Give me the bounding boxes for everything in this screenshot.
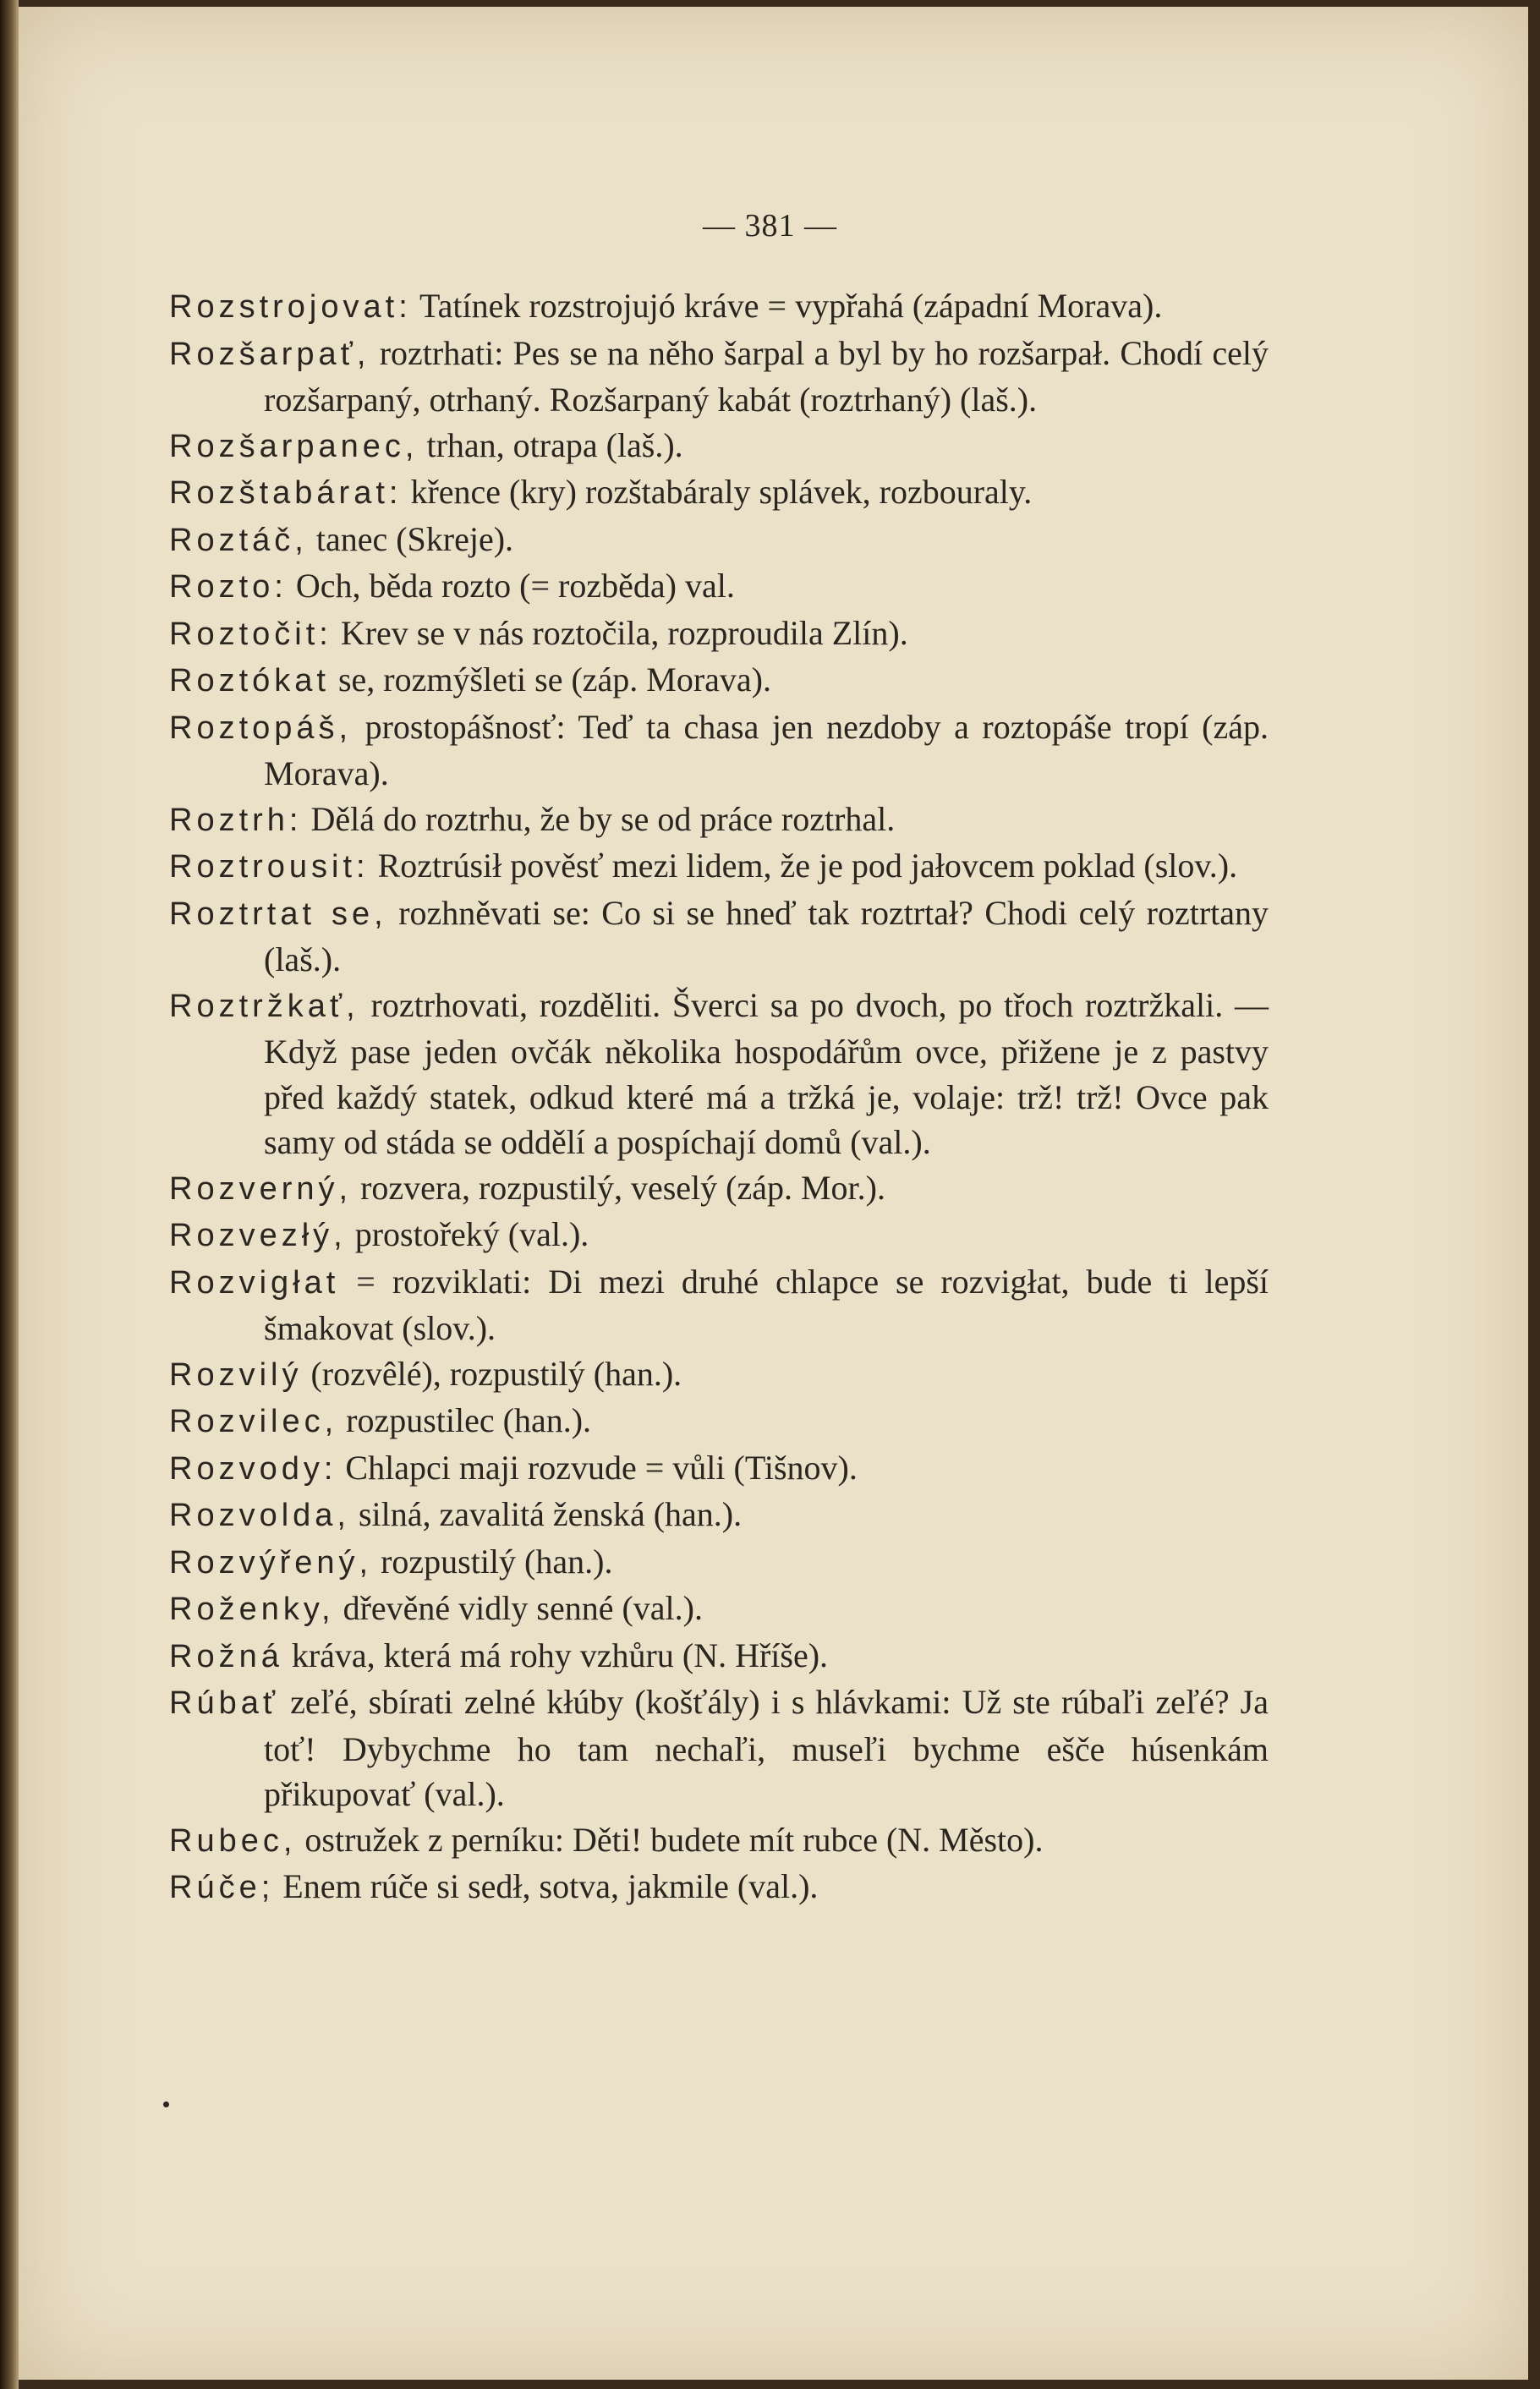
- entry-text: silná, zavalitá ženská (han.).: [358, 1495, 743, 1533]
- dictionary-entry: [169, 331, 1269, 423]
- entry-headword: Rozvýřený,: [169, 1544, 373, 1581]
- entry-headword: Rozvezłý,: [169, 1218, 347, 1253]
- entry-headword: Rozvilec,: [169, 1404, 338, 1439]
- dictionary-entry: [169, 283, 1269, 331]
- entry-headword: Rozštabárat:: [169, 475, 403, 511]
- dictionary-entry: [169, 1679, 1269, 1817]
- entry-headword: Rožná: [169, 1638, 283, 1674]
- dictionary-entry: [169, 1259, 1269, 1351]
- entry-text: prostořeký (val.).: [354, 1215, 589, 1253]
- entry-text: trhan, otrapa (laš.).: [426, 425, 683, 464]
- entry-headword: Rozto:: [169, 569, 288, 605]
- entry-headword: Rúbať: [169, 1685, 280, 1721]
- entry-text: rozpustilý (han.).: [381, 1542, 613, 1581]
- dictionary-entry: [169, 1445, 1269, 1493]
- dictionary-entry: [169, 1817, 1269, 1865]
- entry-headword: Roztočit:: [169, 616, 332, 652]
- entry-text: prostopášnosť: Teď ta chasa jen nezdoby a roztopáše tropí (záp. Morava).: [264, 707, 1269, 792]
- dictionary-entry: [169, 1539, 1269, 1586]
- book-spine: [0, 0, 19, 2389]
- dictionary-entry: [169, 843, 1269, 890]
- entry-text: Tatínek rozstrojujó kráve = vypřahá (západní Morava).: [419, 287, 1163, 325]
- entry-headword: Roženky,: [169, 1592, 335, 1627]
- entry-headword: Roztrh:: [169, 802, 303, 838]
- entry-headword: Roztrtat se,: [169, 896, 387, 932]
- entry-text: Dělá do roztrhu, že by se od práce roztrhal.: [310, 799, 896, 838]
- entry-text: Enem rúče si sedł, sotva, jakmile (val.).: [282, 1867, 819, 1905]
- dictionary-entry: [169, 1398, 1269, 1445]
- entry-text: tanec (Skreje).: [315, 519, 514, 558]
- entry-headword: Rozstrojovat:: [169, 289, 412, 325]
- entry-headword: Roztrousit:: [169, 849, 370, 885]
- entry-text: ostružek z perníku: Děti! budete mít rubce (N. Město).: [304, 1820, 1044, 1859]
- entry-headword: Rozšarpanec,: [169, 428, 419, 464]
- dictionary-entry: [169, 797, 1269, 844]
- dictionary-entry: [169, 1351, 1269, 1399]
- entry-headword: Rozvigłat: [169, 1264, 340, 1301]
- entry-headword: Rozvody:: [169, 1450, 337, 1487]
- entry-text: se, rozmýšleti se (záp. Morava).: [337, 660, 771, 699]
- dictionary-entry: [169, 423, 1269, 470]
- entry-headword: Roztopáš,: [169, 710, 353, 746]
- entry-headword: Rozverný,: [169, 1170, 353, 1207]
- entry-headword: Rozšarpať,: [169, 336, 370, 372]
- entry-text: roztrhati: Pes se na něho šarpal a byl by ho rozšarpał. Chodí celý rozšarpaný, otrhaný. Rozšarpaný kabát (roztrhaný) (laš.).: [264, 333, 1269, 419]
- dictionary-entry: [169, 1633, 1269, 1680]
- dictionary-entry: [169, 563, 1269, 611]
- page-number: — 381 —: [703, 208, 837, 244]
- dictionary-entry: [169, 704, 1269, 797]
- dictionary-entries: [169, 283, 1269, 1911]
- entry-headword: Rozvilý: [169, 1356, 303, 1393]
- dictionary-entry: [169, 890, 1269, 983]
- dictionary-entry: [169, 469, 1269, 517]
- entry-text: dřevěné vidly senné (val.).: [343, 1589, 703, 1627]
- entry-text: křence (kry) rozštabáraly splávek, rozbouraly.: [410, 473, 1033, 511]
- dictionary-entry: [169, 657, 1269, 704]
- entry-text: = rozviklati: Di mezi druhé chlapce se rozvigłat, bude ti lepší šmakovat (slov.).: [264, 1262, 1269, 1347]
- entry-text: roztrhovati, rozděliti. Šverci sa po dvoch, po třoch roztržkali. — Když pase jeden ovčák několika hospodářům ovce, přižene je z pastvy před každý statek, odkud které má a tržká je, volaje: trž! trž! Ovce pak samy od stáda se oddělí a pospíchají domů (val.).: [264, 985, 1269, 1161]
- entry-text: Och, běda rozto (= rozběda) val.: [295, 567, 735, 605]
- entry-headword: Roztáč,: [169, 522, 308, 558]
- dictionary-entry: [169, 1864, 1269, 1911]
- dictionary-entry: [169, 1212, 1269, 1259]
- stray-mark: [163, 2101, 169, 2107]
- entry-text: rozpustilec (han.).: [346, 1401, 592, 1439]
- dictionary-entry: [169, 1586, 1269, 1633]
- dictionary-entry: [169, 983, 1269, 1165]
- entry-headword: Roztržkať,: [169, 988, 359, 1024]
- entry-headword: Roztókat: [169, 663, 330, 699]
- entry-text: kráva, která má rohy vzhůru (N. Hříše).: [291, 1636, 829, 1674]
- dictionary-entry: [169, 517, 1269, 564]
- entry-text: zeľé, sbírati zelné kłúby (košťály) i s hlávkami: Už ste rúbaľi zeľé? Ja toť! Dybychme ho tam nechaľi, museľi bychme ešče húsenkám přikupovať (val.).: [264, 1683, 1269, 1813]
- entry-text: rozhněvati se: Co si se hneď tak roztrtał? Chodi celý roztrtany (laš.).: [264, 893, 1269, 978]
- dictionary-entry: [169, 1492, 1269, 1539]
- entry-text: Krev se v nás roztočila, rozproudila Zlín).: [340, 613, 908, 652]
- entry-text: (rozvêlé), rozpustilý (han.).: [310, 1354, 682, 1393]
- entry-headword: Rubec,: [169, 1822, 297, 1859]
- entry-headword: Rozvolda,: [169, 1498, 350, 1533]
- entry-text: rozvera, rozpustilý, veselý (záp. Mor.).: [360, 1168, 885, 1207]
- entry-text: Roztrúsił pověsť mezi lidem, že je pod jałovcem poklad (slov.).: [377, 847, 1238, 885]
- dictionary-entry: [169, 1165, 1269, 1213]
- entry-text: Chlapci maji rozvude = vůli (Tišnov).: [345, 1448, 858, 1487]
- dictionary-entry: [169, 611, 1269, 658]
- entry-headword: Rúče;: [169, 1870, 275, 1905]
